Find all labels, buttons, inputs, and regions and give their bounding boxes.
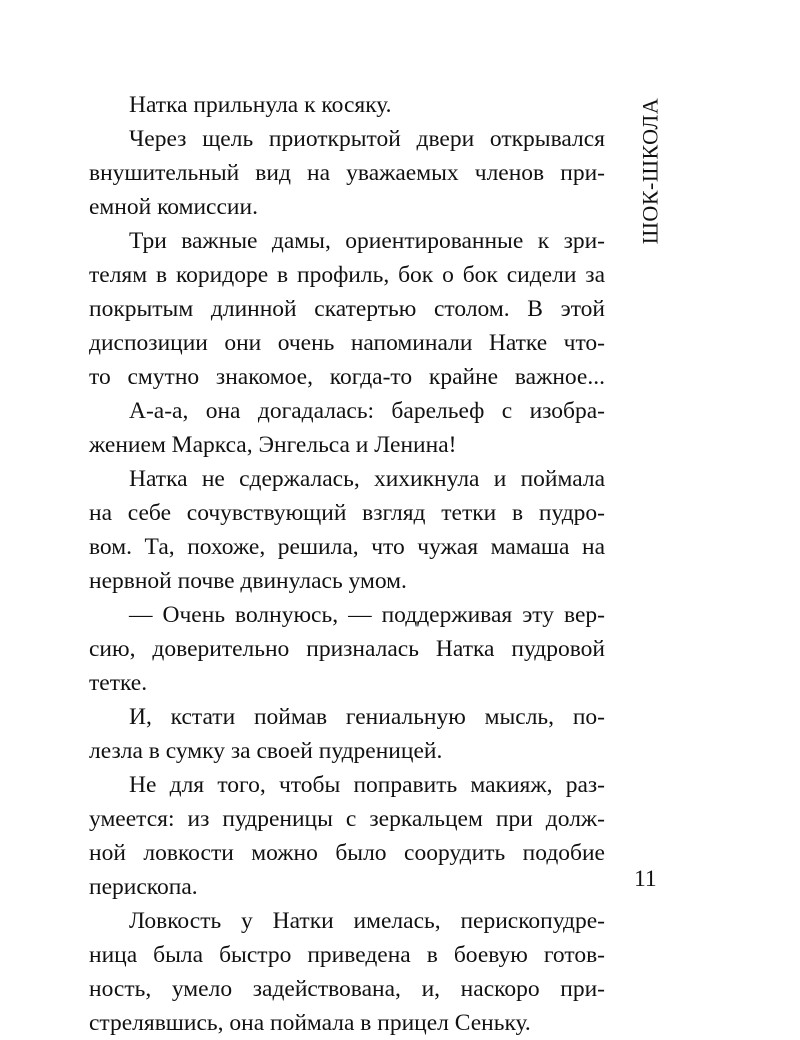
text-line: сию, доверительно призналась Натка пудровой: [89, 636, 605, 662]
text-line: Не для того, чтобы поправить макияж, раз-: [129, 772, 605, 798]
text-line: ность, умело задействована, и, наскоро при-: [89, 976, 605, 1002]
text-line: умеется: из пудреницы с зеркальцем при долж-: [89, 806, 605, 832]
text-line: емной комиссии.: [89, 194, 258, 220]
text-line: И, кстати поймав гениальную мысль, по-: [129, 704, 605, 730]
text-line: Натка прильнула к косяку.: [129, 92, 392, 118]
text-line: диспозиции они очень напоминали Натке что-: [89, 330, 605, 356]
text-line: жением Маркса, Энгельса и Ленина!: [89, 432, 457, 458]
text-line: стрелявшись, она поймала в прицел Сеньку.: [89, 1010, 531, 1036]
running-title-text: ШОК-ШКОЛА: [637, 97, 663, 245]
text-line: вом. Та, похоже, решила, что чужая мамаша на: [89, 534, 605, 560]
text-line: то смутно знакомое, когда-то крайне важное...: [89, 364, 605, 390]
text-line: внушительный вид на уважаемых членов при-: [89, 160, 605, 186]
text-line: лезла в сумку за своей пудреницей.: [89, 738, 443, 764]
text-line: Ловкость у Натки имелась, перископудре-: [129, 908, 605, 934]
text-line: ной ловкости можно было соорудить подобие: [89, 840, 605, 866]
running-title: [634, 96, 666, 246]
text-line: Через щель приоткрытой двери открывался: [129, 126, 605, 152]
text-line: телям в коридоре в профиль, бок о бок сидели за: [89, 262, 605, 288]
text-line: перископа.: [89, 874, 198, 900]
text-line: Три важные дамы, ориентированные к зри-: [129, 228, 605, 254]
text-line: Натка не сдержалась, хихикнула и поймала: [129, 466, 605, 492]
page-number: 11: [634, 866, 657, 892]
text-line: покрытым длинной скатертью столом. В этой: [89, 296, 605, 322]
text-line: на себе сочувствующий взгляд тетки в пудро-: [89, 500, 605, 526]
text-line: тетке.: [89, 670, 148, 696]
text-line: ница была быстро приведена в боевую готов-: [89, 942, 605, 968]
text-line: — Очень волнуюсь, — поддерживая эту вер-: [129, 602, 605, 628]
text-line: А-а-а, она догадалась: барельеф с изобра-: [129, 398, 605, 424]
body-text: [89, 88, 605, 1040]
text-line: нервной почве двинулась умом.: [89, 568, 407, 594]
